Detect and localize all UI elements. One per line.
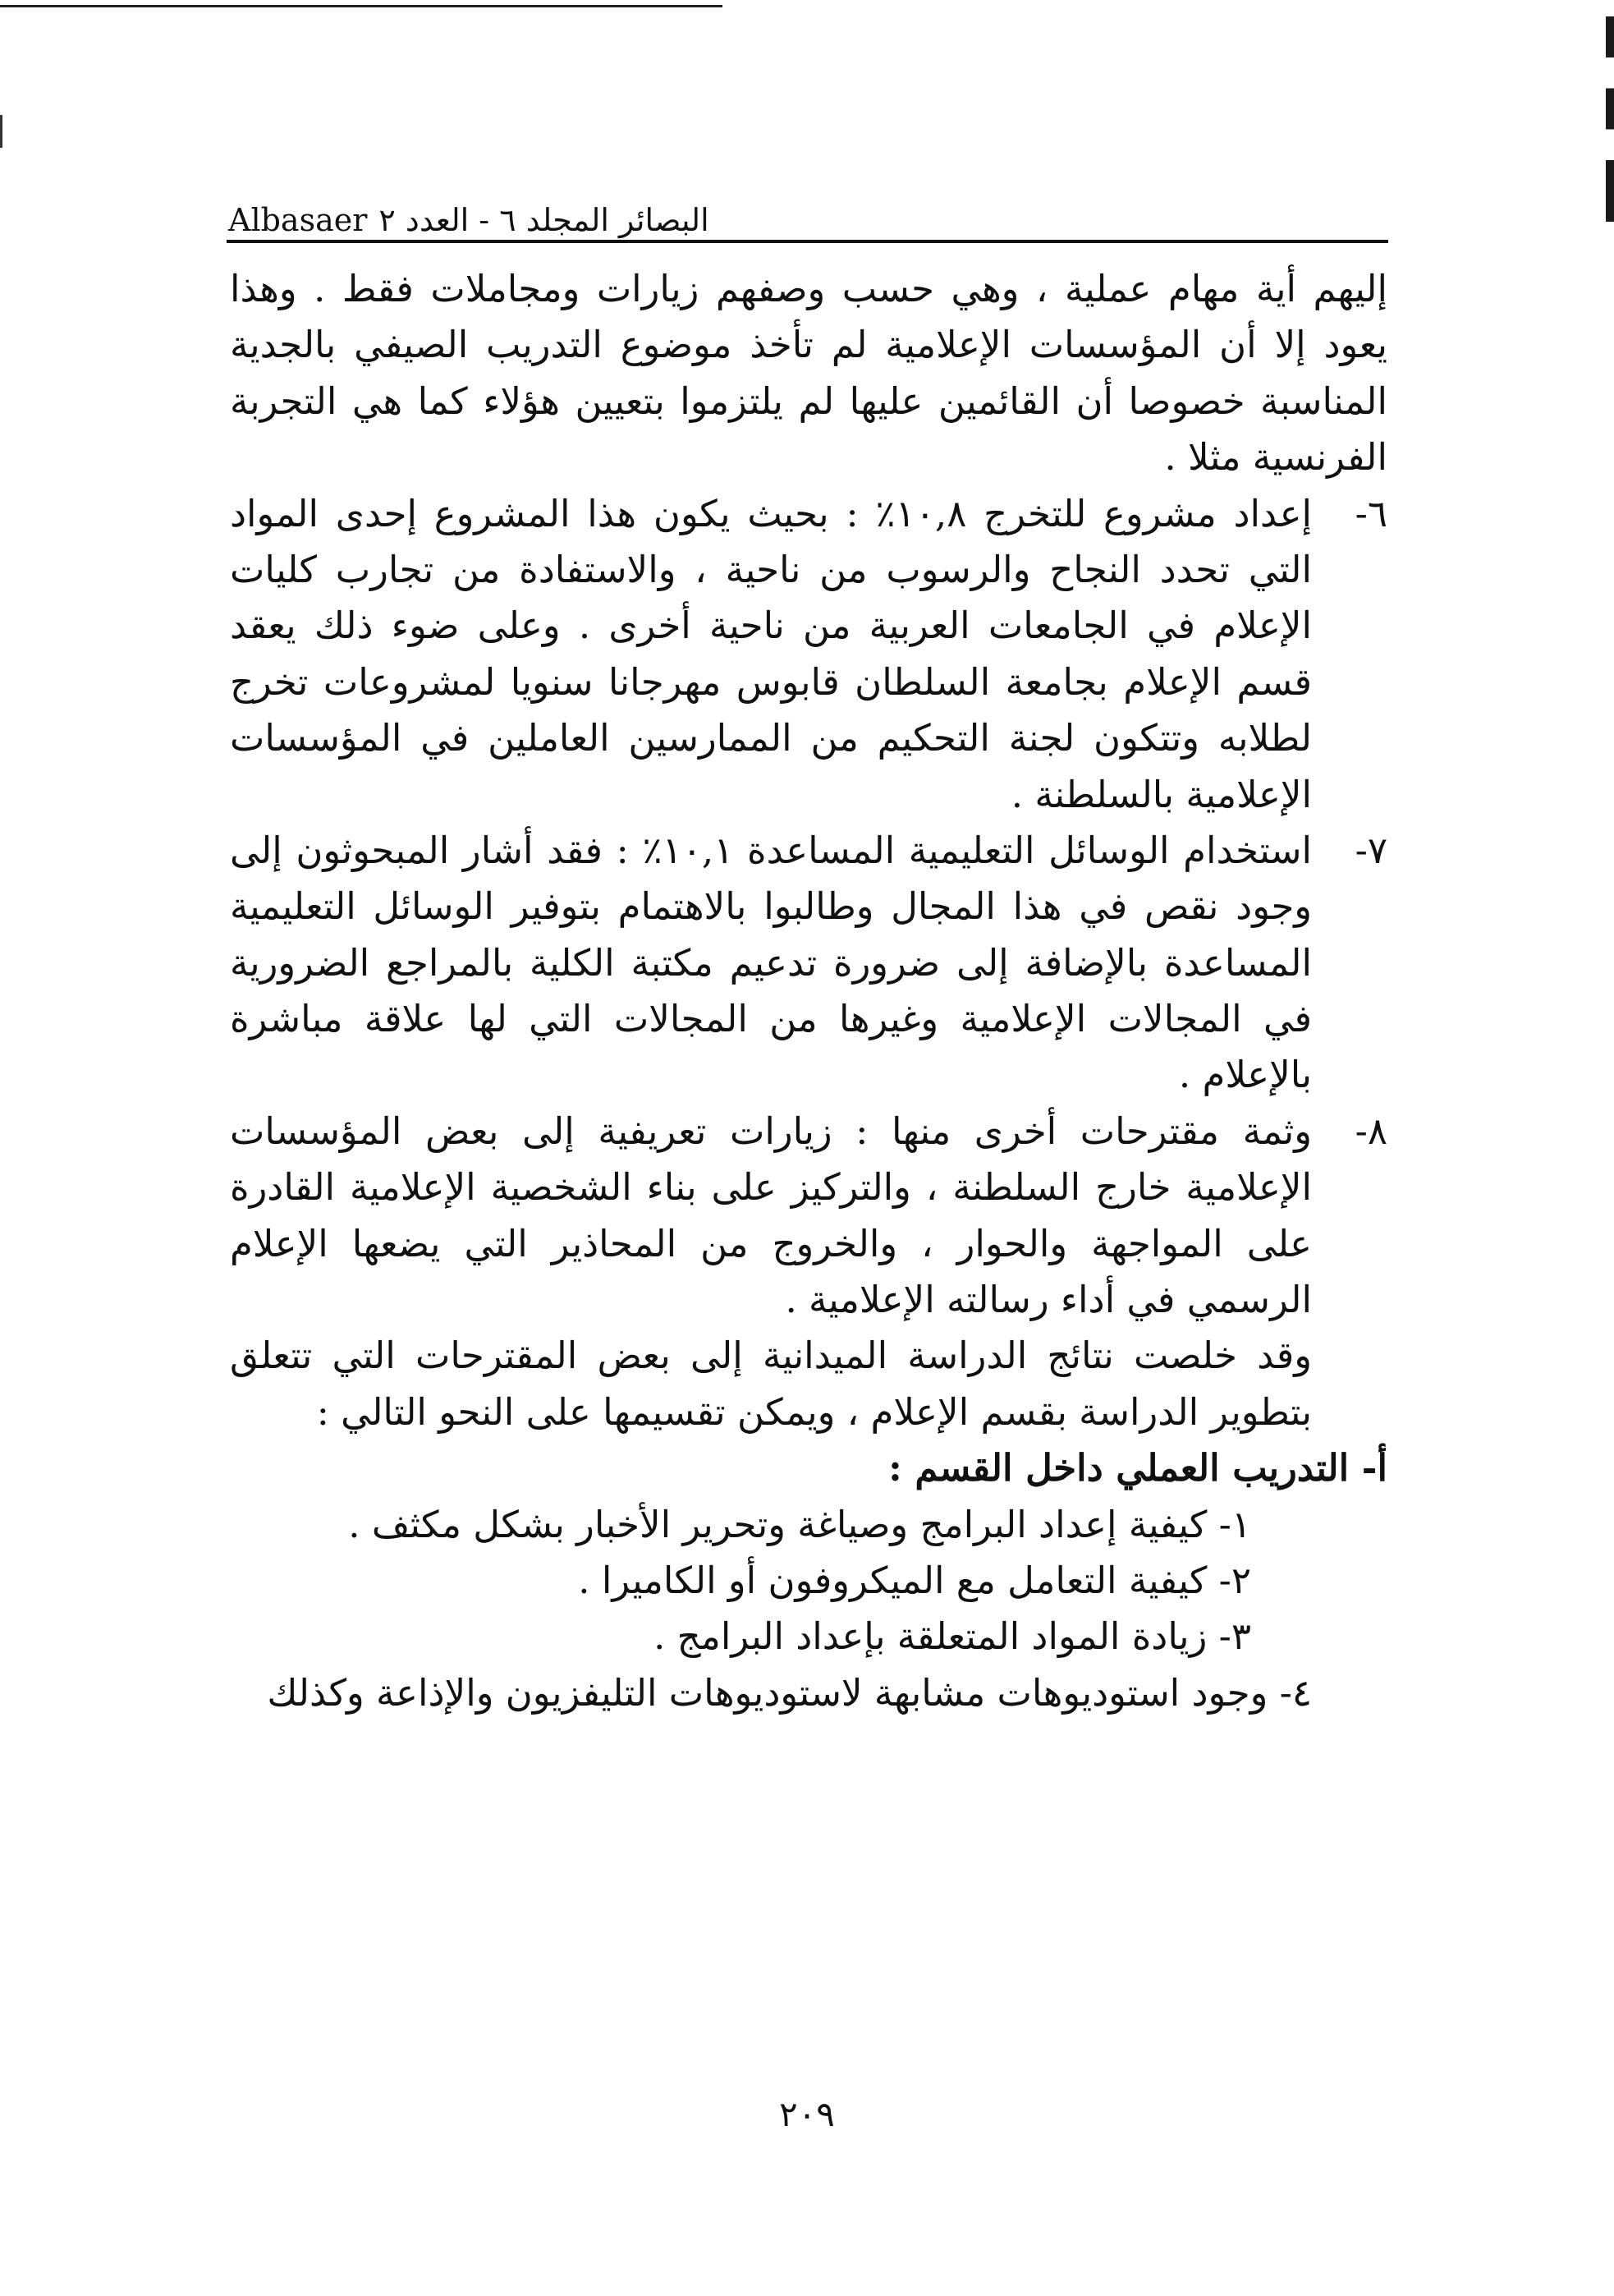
body-text [230,261,1387,1721]
page-number: ٢٠٩ [779,2094,835,2134]
paragraph-intro: إليهم أية مهام عملية ، وهي حسب وصفهم زيارات ومجاملات فقط . وهذا يعود إلا أن المؤسسات الإعلامية لم تأخذ موضوع التدريب الصيفي بالجدية المناسبة خصوصا أن القائمين عليها لم يلتزموا بتعيين هؤلاء كما هي التجربة الفرنسية مثلا . [230,267,1387,480]
running-header [228,189,1386,238]
list-item-number: ٨- [1355,1109,1387,1153]
sub-list-item: ٢- كيفية التعامل مع الميكروفون أو الكاميرا . [578,1558,1251,1602]
sub-list-item: ٣- زيادة المواد المتعلقة بإعداد البرامج . [653,1614,1251,1659]
list-item-text: إعداد مشروع للتخرج ١٠,٨٪ : بحيث يكون هذا المشروع إحدى المواد التي تحدد النجاح والرسوب من ناحية ، والاستفادة من تجارب كليات الإعلام في الجامعات العربية من ناحية أخرى . وعلى ضوء ذلك يعقد قسم الإعلام بجامعة السلطان قابوس مهرجانا سنويا لمشروعات تخرج لطلابه وتتكون لجنة التحكيم من الممارسين العاملين في المؤسسات الإعلامية بالسلطنة . [230,491,1312,816]
list-item-text: استخدام الوسائل التعليمية المساعدة ١٠,١٪ : فقد أشار المبحوثون إلى وجود نقص في هذا المجال وطالبوا بالاهتمام بتوفير الوسائل التعليمية المساعدة بالإضافة إلى ضرورة تدعيم مكتبة الكلية بالمراجع الضرورية في المجالات الإعلامية وغيرها من المجالات التي لها علاقة مباشرة بالإعلام . [230,828,1312,1097]
scan-edge-dots [1606,16,1614,222]
scan-edge-mark [0,115,2,148]
header-rule [227,240,1388,243]
list-item [230,1104,1387,1329]
list-item-text: وثمة مقترحات أخرى منها : زيارات تعريفية إلى بعض المؤسسات الإعلامية خارج السلطنة ، والتركيز على بناء الشخصية الإعلامية القادرة على المواجهة والحوار ، والخروج من المحاذير التي يضعها الإعلام الرسمي في أداء رسالته الإعلامية . [230,1109,1312,1322]
journal-title-latin: Albasaer [228,202,368,238]
paragraph-conclusion: وقد خلصت نتائج الدراسة الميدانية إلى بعض المقترحات التي تتعلق بتطوير الدراسة بقسم الإعلام ، ويمكن تقسيمها على النحو التالي : [230,1334,1312,1434]
sub-list-item: ٤- وجود استوديوهات مشابهة لاستوديوهات التليفزيون والإذاعة وكذلك [267,1670,1312,1715]
list-item [230,486,1387,823]
section-heading: أ- التدريب العملي داخل القسم : [888,1446,1387,1490]
list-item-number: ٦- [1355,491,1387,535]
journal-title-arabic: البصائر المجلد ٦ - العدد ٢ [378,202,709,238]
scan-edge-line [0,5,722,7]
sub-list [230,1497,1387,1665]
list-item-number: ٧- [1355,828,1387,872]
sub-list-item: ١- كيفية إعداد البرامج وصياغة وتحرير الأخبار بشكل مكثف . [348,1502,1251,1546]
list-item [230,823,1387,1104]
